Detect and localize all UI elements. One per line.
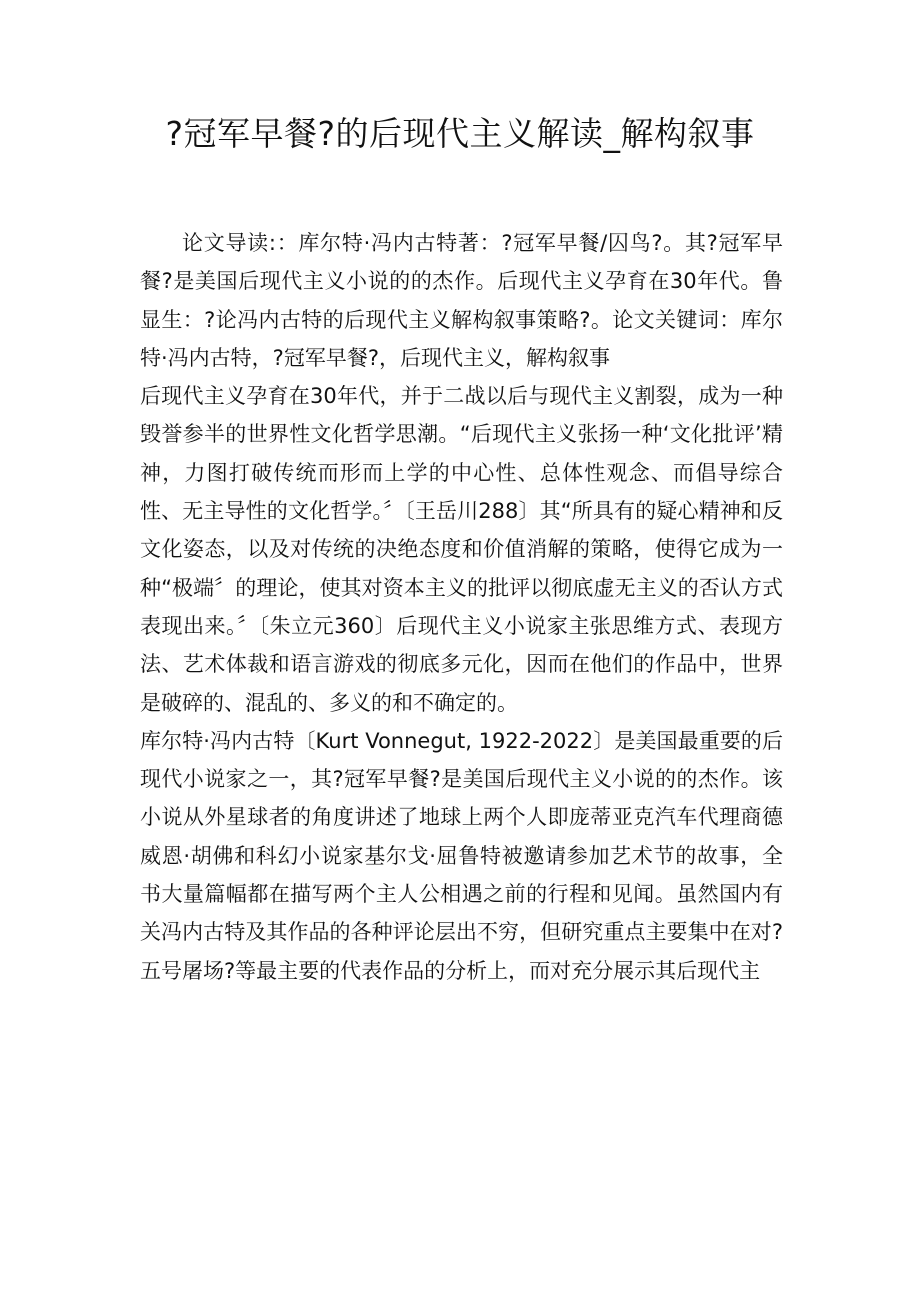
abstract-paragraph: 论文导读:：库尔特·冯内古特著：?冠军早餐/囚鸟?。其?冠军早餐?是美国后现代主义小说的的杰作。后现代主义孕育在30年代。鲁显生：?论冯内古特的后现代主义解构叙事策略?。论文关键词：库尔特·冯内古特，?冠军早餐?，后现代主义，解构叙事 — [140, 231, 783, 370]
body-paragraph: 库尔特·冯内古特〔Kurt Vonnegut, 1922-2022〕是美国最重要的后现代小说家之一，其?冠军早餐?是美国后现代主义小说的的杰作。该小说从外星球者的角度讲述了地球上两个人即庞蒂亚克汽车代理商德威恩·胡佛和科幻小说家基尔戈·屈鲁特被邀请参加艺术节的故事，全书大量篇幅都在描写两个主人公相遇之前的行程和见闻。虽然国内有关冯内古特及其作品的各种评论层出不穷，但研究重点主要集中在对?五号屠场?等最主要的代表作品的分析上，而对充分展示其后现代主 — [140, 728, 783, 983]
document-body — [140, 224, 783, 990]
body-paragraph: 后现代主义孕育在30年代，并于二战以后与现代主义割裂，成为一种毁誉参半的世界性文化哲学思潮。“后现代主义张扬一种‘文化批评’精神，力图打破传统而形而上学的中心性、总体性观念、而倡导综合性、无主导性的文化哲学。〞〔王岳川288〕其“所具有的疑心精神和反文化姿态，以及对传统的决绝态度和价值消解的策略，使得它成为一种“极端〞的理论，使其对资本主义的批评以彻底虚无主义的否认方式表现出来。〞〔朱立元360〕后现代主义小说家主张思维方式、表现方法、艺术体裁和语言游戏的彻底多元化，因而在他们的作品中，世界是破碎的、混乱的、多义的和不确定的。 — [140, 384, 783, 715]
document-title: ?冠军早餐?的后现代主义解读_解构叙事 — [165, 114, 755, 153]
